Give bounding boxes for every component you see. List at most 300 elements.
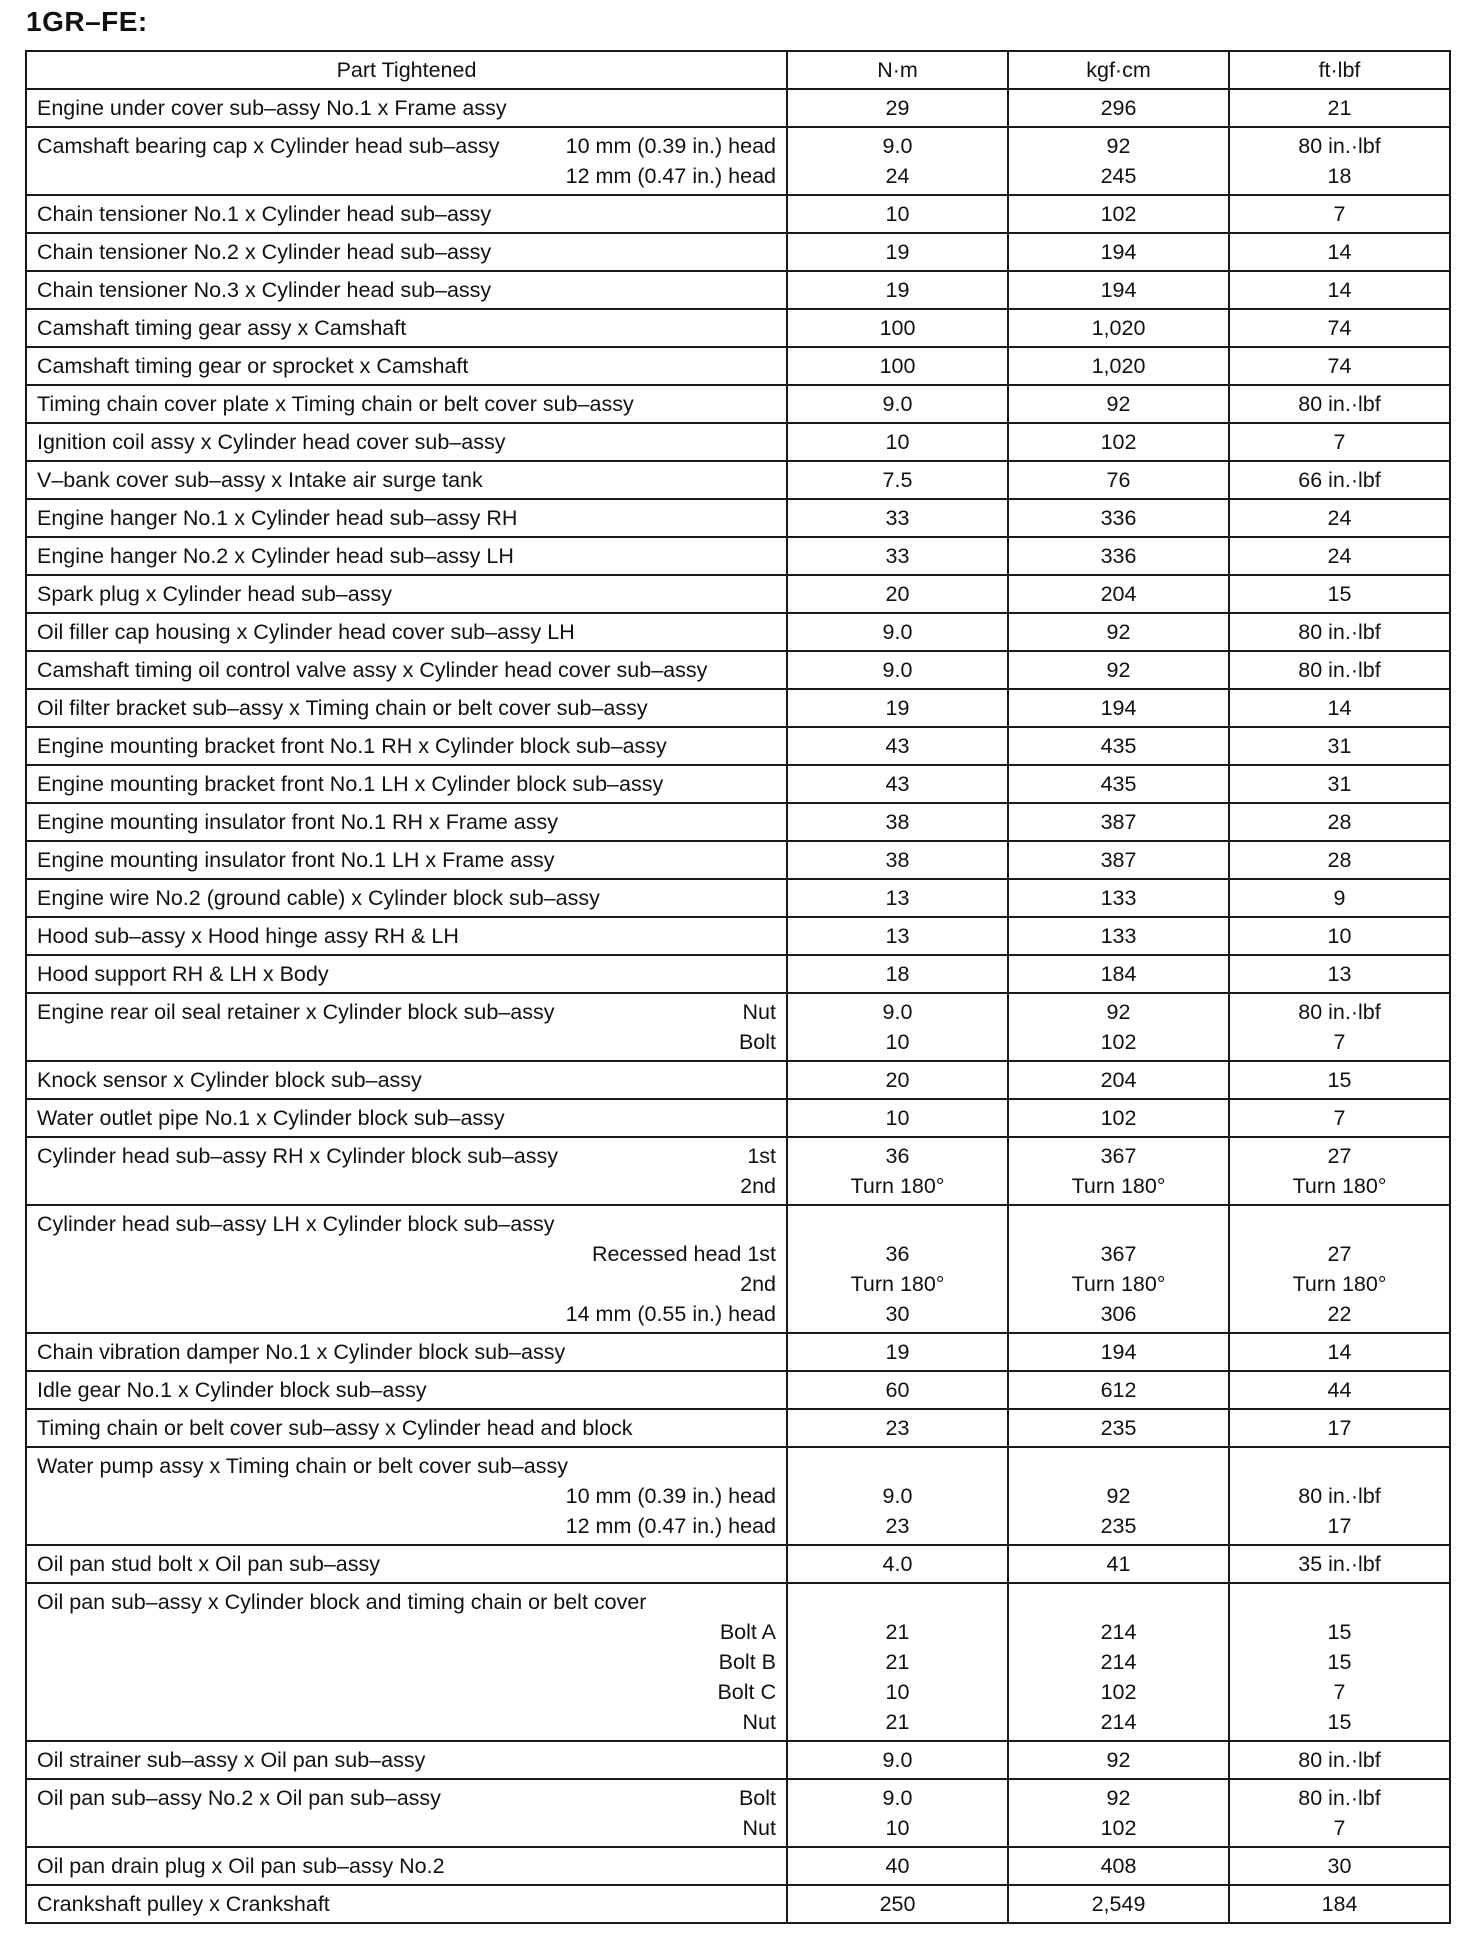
kgfcm-cell [1008, 1885, 1229, 1923]
sub-label: 2nd [740, 1272, 776, 1296]
ftlbf-cell [1229, 993, 1450, 1061]
value: 30 [885, 1302, 910, 1326]
value: 15 [1327, 1710, 1352, 1734]
part-name: Engine hanger No.2 x Cylinder head sub–assy LH [37, 544, 514, 568]
value: 102 [1100, 1030, 1137, 1054]
part-cell [26, 195, 787, 233]
value: 10 [885, 1030, 910, 1054]
nm-cell [787, 1779, 1008, 1847]
nm-cell [787, 803, 1008, 841]
value: 102 [1100, 430, 1137, 454]
value: 21 [885, 1710, 910, 1734]
header-part: Part Tightened [26, 51, 787, 89]
part-cell [26, 917, 787, 955]
nm-cell [787, 195, 1008, 233]
kgfcm-cell [1008, 765, 1229, 803]
ftlbf-cell [1229, 233, 1450, 271]
part-cell [26, 537, 787, 575]
sub-label: Bolt C [717, 1680, 776, 1704]
value: 15 [1327, 1068, 1352, 1092]
ftlbf-cell [1229, 1205, 1450, 1333]
value: 33 [885, 506, 910, 530]
nm-cell [787, 841, 1008, 879]
table-row [26, 423, 1450, 461]
value: 435 [1100, 772, 1137, 796]
table-row [26, 727, 1450, 765]
value: 102 [1100, 202, 1137, 226]
ftlbf-cell [1229, 1061, 1450, 1099]
kgfcm-cell [1008, 537, 1229, 575]
value: 7 [1333, 202, 1346, 226]
value: 10 [885, 202, 910, 226]
value: 435 [1100, 734, 1137, 758]
value: 19 [885, 278, 910, 302]
nm-cell [787, 765, 1008, 803]
part-name: Water pump assy x Timing chain or belt cover sub–assy [37, 1454, 568, 1478]
value: 9.0 [882, 134, 913, 158]
value: 7 [1333, 430, 1346, 454]
part-cell [26, 1371, 787, 1409]
part-cell [26, 841, 787, 879]
table-row [26, 1137, 1450, 1205]
kgfcm-cell [1008, 347, 1229, 385]
kgfcm-cell [1008, 689, 1229, 727]
part-name: Oil pan sub–assy x Cylinder block and timing chain or belt cover [37, 1590, 647, 1614]
value: 336 [1100, 544, 1137, 568]
part-name: Cylinder head sub–assy RH x Cylinder block sub–assy [37, 1144, 559, 1168]
kgfcm-cell [1008, 1847, 1229, 1885]
ftlbf-cell [1229, 955, 1450, 993]
table-row [26, 993, 1450, 1061]
nm-cell [787, 89, 1008, 127]
value: 74 [1327, 354, 1352, 378]
kgfcm-cell [1008, 1137, 1229, 1205]
table-row [26, 127, 1450, 195]
value: 100 [879, 316, 916, 340]
nm-cell [787, 727, 1008, 765]
value: 9.0 [882, 1748, 913, 1772]
part-name: Engine under cover sub–assy No.1 x Frame assy [37, 96, 507, 120]
value: 28 [1327, 810, 1352, 834]
value: 30 [1327, 1854, 1352, 1878]
value: 41 [1106, 1552, 1131, 1576]
kgfcm-cell [1008, 917, 1229, 955]
value: 38 [885, 810, 910, 834]
value: 17 [1327, 1416, 1352, 1440]
value: 80 in.·lbf [1298, 620, 1381, 644]
nm-cell [787, 613, 1008, 651]
ftlbf-cell [1229, 347, 1450, 385]
value: 13 [1327, 962, 1352, 986]
part-cell [26, 1447, 787, 1545]
ftlbf-cell [1229, 1741, 1450, 1779]
value: 7 [1333, 1106, 1346, 1130]
part-name: Engine mounting bracket front No.1 RH x Cylinder block sub–assy [37, 734, 667, 758]
ftlbf-cell [1229, 1779, 1450, 1847]
value: 60 [885, 1378, 910, 1402]
part-cell [26, 727, 787, 765]
sub-label: Bolt [738, 1030, 776, 1054]
value: 13 [885, 886, 910, 910]
table-row [26, 537, 1450, 575]
value: 18 [885, 962, 910, 986]
value: 74 [1327, 316, 1352, 340]
part-cell [26, 309, 787, 347]
value: 17 [1327, 1514, 1352, 1538]
value: 10 [1327, 924, 1352, 948]
value: Turn 180° [1071, 1174, 1166, 1198]
part-name: Oil pan stud bolt x Oil pan sub–assy [37, 1552, 380, 1576]
value: 4.0 [882, 1552, 913, 1576]
kgfcm-cell [1008, 575, 1229, 613]
value: 194 [1100, 240, 1137, 264]
kgfcm-cell [1008, 879, 1229, 917]
value: 9.0 [882, 658, 913, 682]
ftlbf-cell [1229, 841, 1450, 879]
value: 245 [1100, 164, 1137, 188]
value: 92 [1106, 1786, 1131, 1810]
ftlbf-cell [1229, 127, 1450, 195]
value: 23 [885, 1416, 910, 1440]
value: 194 [1100, 1340, 1137, 1364]
value: 20 [885, 582, 910, 606]
nm-cell [787, 309, 1008, 347]
kgfcm-cell [1008, 1205, 1229, 1333]
value: 367 [1100, 1242, 1137, 1266]
part-name: Engine mounting insulator front No.1 LH x Frame assy [37, 848, 555, 872]
kgfcm-cell [1008, 1545, 1229, 1583]
ftlbf-cell [1229, 803, 1450, 841]
value: 408 [1100, 1854, 1137, 1878]
ftlbf-cell [1229, 1847, 1450, 1885]
table-row [26, 1583, 1450, 1741]
value: 24 [1327, 544, 1352, 568]
value: 92 [1106, 620, 1131, 644]
part-name: Camshaft timing gear or sprocket x Camshaft [37, 354, 469, 378]
table-row [26, 1205, 1450, 1333]
value: 9 [1333, 886, 1346, 910]
kgfcm-cell [1008, 803, 1229, 841]
part-name: Engine hanger No.1 x Cylinder head sub–assy RH [37, 506, 518, 530]
part-name: Camshaft bearing cap x Cylinder head sub–assy [37, 134, 500, 158]
table-row [26, 1545, 1450, 1583]
ftlbf-cell [1229, 1099, 1450, 1137]
value: 387 [1100, 810, 1137, 834]
value: 43 [885, 734, 910, 758]
part-cell [26, 651, 787, 689]
part-cell [26, 1885, 787, 1923]
value: 92 [1106, 1748, 1131, 1772]
kgfcm-cell [1008, 1741, 1229, 1779]
part-name: Crankshaft pulley x Crankshaft [37, 1892, 330, 1916]
value: 31 [1327, 734, 1352, 758]
ftlbf-cell [1229, 1583, 1450, 1741]
nm-cell [787, 1447, 1008, 1545]
value: 31 [1327, 772, 1352, 796]
part-cell [26, 347, 787, 385]
value: Turn 180° [1292, 1174, 1387, 1198]
table-row [26, 689, 1450, 727]
kgfcm-cell [1008, 1099, 1229, 1137]
ftlbf-cell [1229, 727, 1450, 765]
value: 40 [885, 1854, 910, 1878]
nm-cell [787, 1847, 1008, 1885]
table-row [26, 1741, 1450, 1779]
value: 33 [885, 544, 910, 568]
value: 204 [1100, 582, 1137, 606]
table-row [26, 1447, 1450, 1545]
part-name: Chain vibration damper No.1 x Cylinder block sub–assy [37, 1340, 566, 1364]
value: 36 [885, 1242, 910, 1266]
table-row [26, 1333, 1450, 1371]
value: 18 [1327, 164, 1352, 188]
table-row [26, 499, 1450, 537]
part-name: Oil strainer sub–assy x Oil pan sub–assy [37, 1748, 426, 1772]
part-cell [26, 1061, 787, 1099]
header-row [26, 51, 1450, 89]
value: 24 [885, 164, 910, 188]
value: 27 [1327, 1144, 1352, 1168]
part-name: Engine rear oil seal retainer x Cylinder block sub–assy [37, 1000, 555, 1024]
part-cell [26, 803, 787, 841]
part-cell [26, 955, 787, 993]
value: 80 in.·lbf [1298, 1748, 1381, 1772]
value: 2,549 [1091, 1892, 1146, 1916]
ftlbf-cell [1229, 271, 1450, 309]
kgfcm-cell [1008, 1779, 1229, 1847]
value: 9.0 [882, 1484, 913, 1508]
value: 7 [1333, 1030, 1346, 1054]
value: 102 [1100, 1106, 1137, 1130]
value: 29 [885, 96, 910, 120]
table-row [26, 1099, 1450, 1137]
sub-label: Nut [742, 1816, 776, 1840]
part-name: Oil pan drain plug x Oil pan sub–assy No.2 [37, 1854, 445, 1878]
part-cell [26, 89, 787, 127]
part-name: Camshaft timing gear assy x Camshaft [37, 316, 407, 340]
kgfcm-cell [1008, 195, 1229, 233]
value: 92 [1106, 392, 1131, 416]
value: 80 in.·lbf [1298, 392, 1381, 416]
value: 102 [1100, 1816, 1137, 1840]
nm-cell [787, 1741, 1008, 1779]
kgfcm-cell [1008, 1061, 1229, 1099]
part-cell [26, 1847, 787, 1885]
table-row [26, 195, 1450, 233]
sub-label: 2nd [740, 1174, 776, 1198]
part-name: Engine mounting bracket front No.1 LH x Cylinder block sub–assy [37, 772, 664, 796]
part-name: Timing chain cover plate x Timing chain or belt cover sub–assy [37, 392, 634, 416]
nm-cell [787, 1583, 1008, 1741]
sub-label: 10 mm (0.39 in.) head [565, 134, 776, 158]
ftlbf-cell [1229, 89, 1450, 127]
part-name: Idle gear No.1 x Cylinder block sub–assy [37, 1378, 427, 1402]
value: 387 [1100, 848, 1137, 872]
sub-label: Nut [742, 1710, 776, 1734]
header-ftlbf: ft·lbf [1229, 51, 1450, 89]
nm-cell [787, 1333, 1008, 1371]
part-cell [26, 879, 787, 917]
part-name: Hood sub–assy x Hood hinge assy RH & LH [37, 924, 459, 948]
part-cell [26, 1779, 787, 1847]
nm-cell [787, 879, 1008, 917]
sub-label: 10 mm (0.39 in.) head [565, 1484, 776, 1508]
value: 28 [1327, 848, 1352, 872]
ftlbf-cell [1229, 1545, 1450, 1583]
kgfcm-cell [1008, 89, 1229, 127]
part-name: Timing chain or belt cover sub–assy x Cylinder head and block [37, 1416, 633, 1440]
value: 194 [1100, 278, 1137, 302]
value: 214 [1100, 1650, 1137, 1674]
ftlbf-cell [1229, 1137, 1450, 1205]
nm-cell [787, 1099, 1008, 1137]
value: 92 [1106, 658, 1131, 682]
ftlbf-cell [1229, 1447, 1450, 1545]
kgfcm-cell [1008, 841, 1229, 879]
part-name: Water outlet pipe No.1 x Cylinder block sub–assy [37, 1106, 505, 1130]
table-row [26, 89, 1450, 127]
table-row [26, 233, 1450, 271]
part-cell [26, 613, 787, 651]
value: 92 [1106, 134, 1131, 158]
ftlbf-cell [1229, 423, 1450, 461]
part-name: Oil filler cap housing x Cylinder head cover sub–assy LH [37, 620, 575, 644]
value: 15 [1327, 1650, 1352, 1674]
value: 14 [1327, 278, 1352, 302]
part-cell [26, 1409, 787, 1447]
value: 9.0 [882, 1000, 913, 1024]
value: 21 [885, 1620, 910, 1644]
part-name: Cylinder head sub–assy LH x Cylinder block sub–assy [37, 1212, 555, 1236]
value: 80 in.·lbf [1298, 658, 1381, 682]
value: 15 [1327, 582, 1352, 606]
value: 80 in.·lbf [1298, 134, 1381, 158]
table-row [26, 1409, 1450, 1447]
value: 296 [1100, 96, 1137, 120]
value: 92 [1106, 1000, 1131, 1024]
part-cell [26, 499, 787, 537]
value: 14 [1327, 696, 1352, 720]
kgfcm-cell [1008, 651, 1229, 689]
part-cell [26, 689, 787, 727]
value: 214 [1100, 1620, 1137, 1644]
part-cell [26, 575, 787, 613]
nm-cell [787, 1137, 1008, 1205]
nm-cell [787, 347, 1008, 385]
ftlbf-cell [1229, 765, 1450, 803]
part-name: Chain tensioner No.3 x Cylinder head sub–assy [37, 278, 492, 302]
value: 7 [1333, 1680, 1346, 1704]
kgfcm-cell [1008, 385, 1229, 423]
ftlbf-cell [1229, 385, 1450, 423]
value: 10 [885, 1106, 910, 1130]
ftlbf-cell [1229, 1371, 1450, 1409]
value: 102 [1100, 1680, 1137, 1704]
part-cell [26, 1099, 787, 1137]
value: 66 in.·lbf [1298, 468, 1381, 492]
value: 7 [1333, 1816, 1346, 1840]
kgfcm-cell [1008, 461, 1229, 499]
sub-label: 1st [747, 1144, 776, 1168]
nm-cell [787, 993, 1008, 1061]
ftlbf-cell [1229, 689, 1450, 727]
table-row [26, 879, 1450, 917]
table-row [26, 385, 1450, 423]
nm-cell [787, 1371, 1008, 1409]
part-name: Oil pan sub–assy No.2 x Oil pan sub–assy [37, 1786, 441, 1810]
part-name: Camshaft timing oil control valve assy x Cylinder head cover sub–assy [37, 658, 708, 682]
value: 76 [1106, 468, 1131, 492]
kgfcm-cell [1008, 233, 1229, 271]
part-name: Spark plug x Cylinder head sub–assy [37, 582, 392, 606]
sub-label: 14 mm (0.55 in.) head [565, 1302, 776, 1326]
value: 44 [1327, 1378, 1352, 1402]
table-row [26, 271, 1450, 309]
table-row [26, 613, 1450, 651]
kgfcm-cell [1008, 1583, 1229, 1741]
value: 7.5 [882, 468, 913, 492]
part-cell [26, 1137, 787, 1205]
ftlbf-cell [1229, 195, 1450, 233]
nm-cell [787, 651, 1008, 689]
value: 27 [1327, 1242, 1352, 1266]
value: Turn 180° [1071, 1272, 1166, 1296]
value: 19 [885, 240, 910, 264]
nm-cell [787, 385, 1008, 423]
table-row [26, 1847, 1450, 1885]
value: 184 [1321, 1892, 1358, 1916]
sub-label: Recessed head 1st [591, 1242, 776, 1266]
part-name: Chain tensioner No.2 x Cylinder head sub–assy [37, 240, 492, 264]
kgfcm-cell [1008, 993, 1229, 1061]
part-name: Ignition coil assy x Cylinder head cover sub–assy [37, 430, 506, 454]
kgfcm-cell [1008, 271, 1229, 309]
kgfcm-cell [1008, 1371, 1229, 1409]
value: 43 [885, 772, 910, 796]
sub-label: Bolt [738, 1786, 776, 1810]
ftlbf-cell [1229, 461, 1450, 499]
sub-label: 12 mm (0.47 in.) head [565, 1514, 776, 1538]
table-row [26, 841, 1450, 879]
part-cell [26, 1741, 787, 1779]
value: 80 in.·lbf [1298, 1484, 1381, 1508]
nm-cell [787, 575, 1008, 613]
value: 1,020 [1091, 354, 1146, 378]
nm-cell [787, 537, 1008, 575]
nm-cell [787, 1885, 1008, 1923]
value: 133 [1100, 924, 1137, 948]
kgfcm-cell [1008, 955, 1229, 993]
nm-cell [787, 271, 1008, 309]
table-row [26, 651, 1450, 689]
value: 306 [1100, 1302, 1137, 1326]
value: Turn 180° [1292, 1272, 1387, 1296]
part-cell [26, 271, 787, 309]
nm-cell [787, 1061, 1008, 1099]
part-cell [26, 385, 787, 423]
value: 22 [1327, 1302, 1352, 1326]
table-row [26, 309, 1450, 347]
nm-cell [787, 499, 1008, 537]
value: 21 [885, 1650, 910, 1674]
table-row [26, 347, 1450, 385]
value: 14 [1327, 1340, 1352, 1364]
value: 133 [1100, 886, 1137, 910]
nm-cell [787, 461, 1008, 499]
value: 92 [1106, 1484, 1131, 1508]
table-row [26, 1779, 1450, 1847]
value: Turn 180° [850, 1272, 945, 1296]
